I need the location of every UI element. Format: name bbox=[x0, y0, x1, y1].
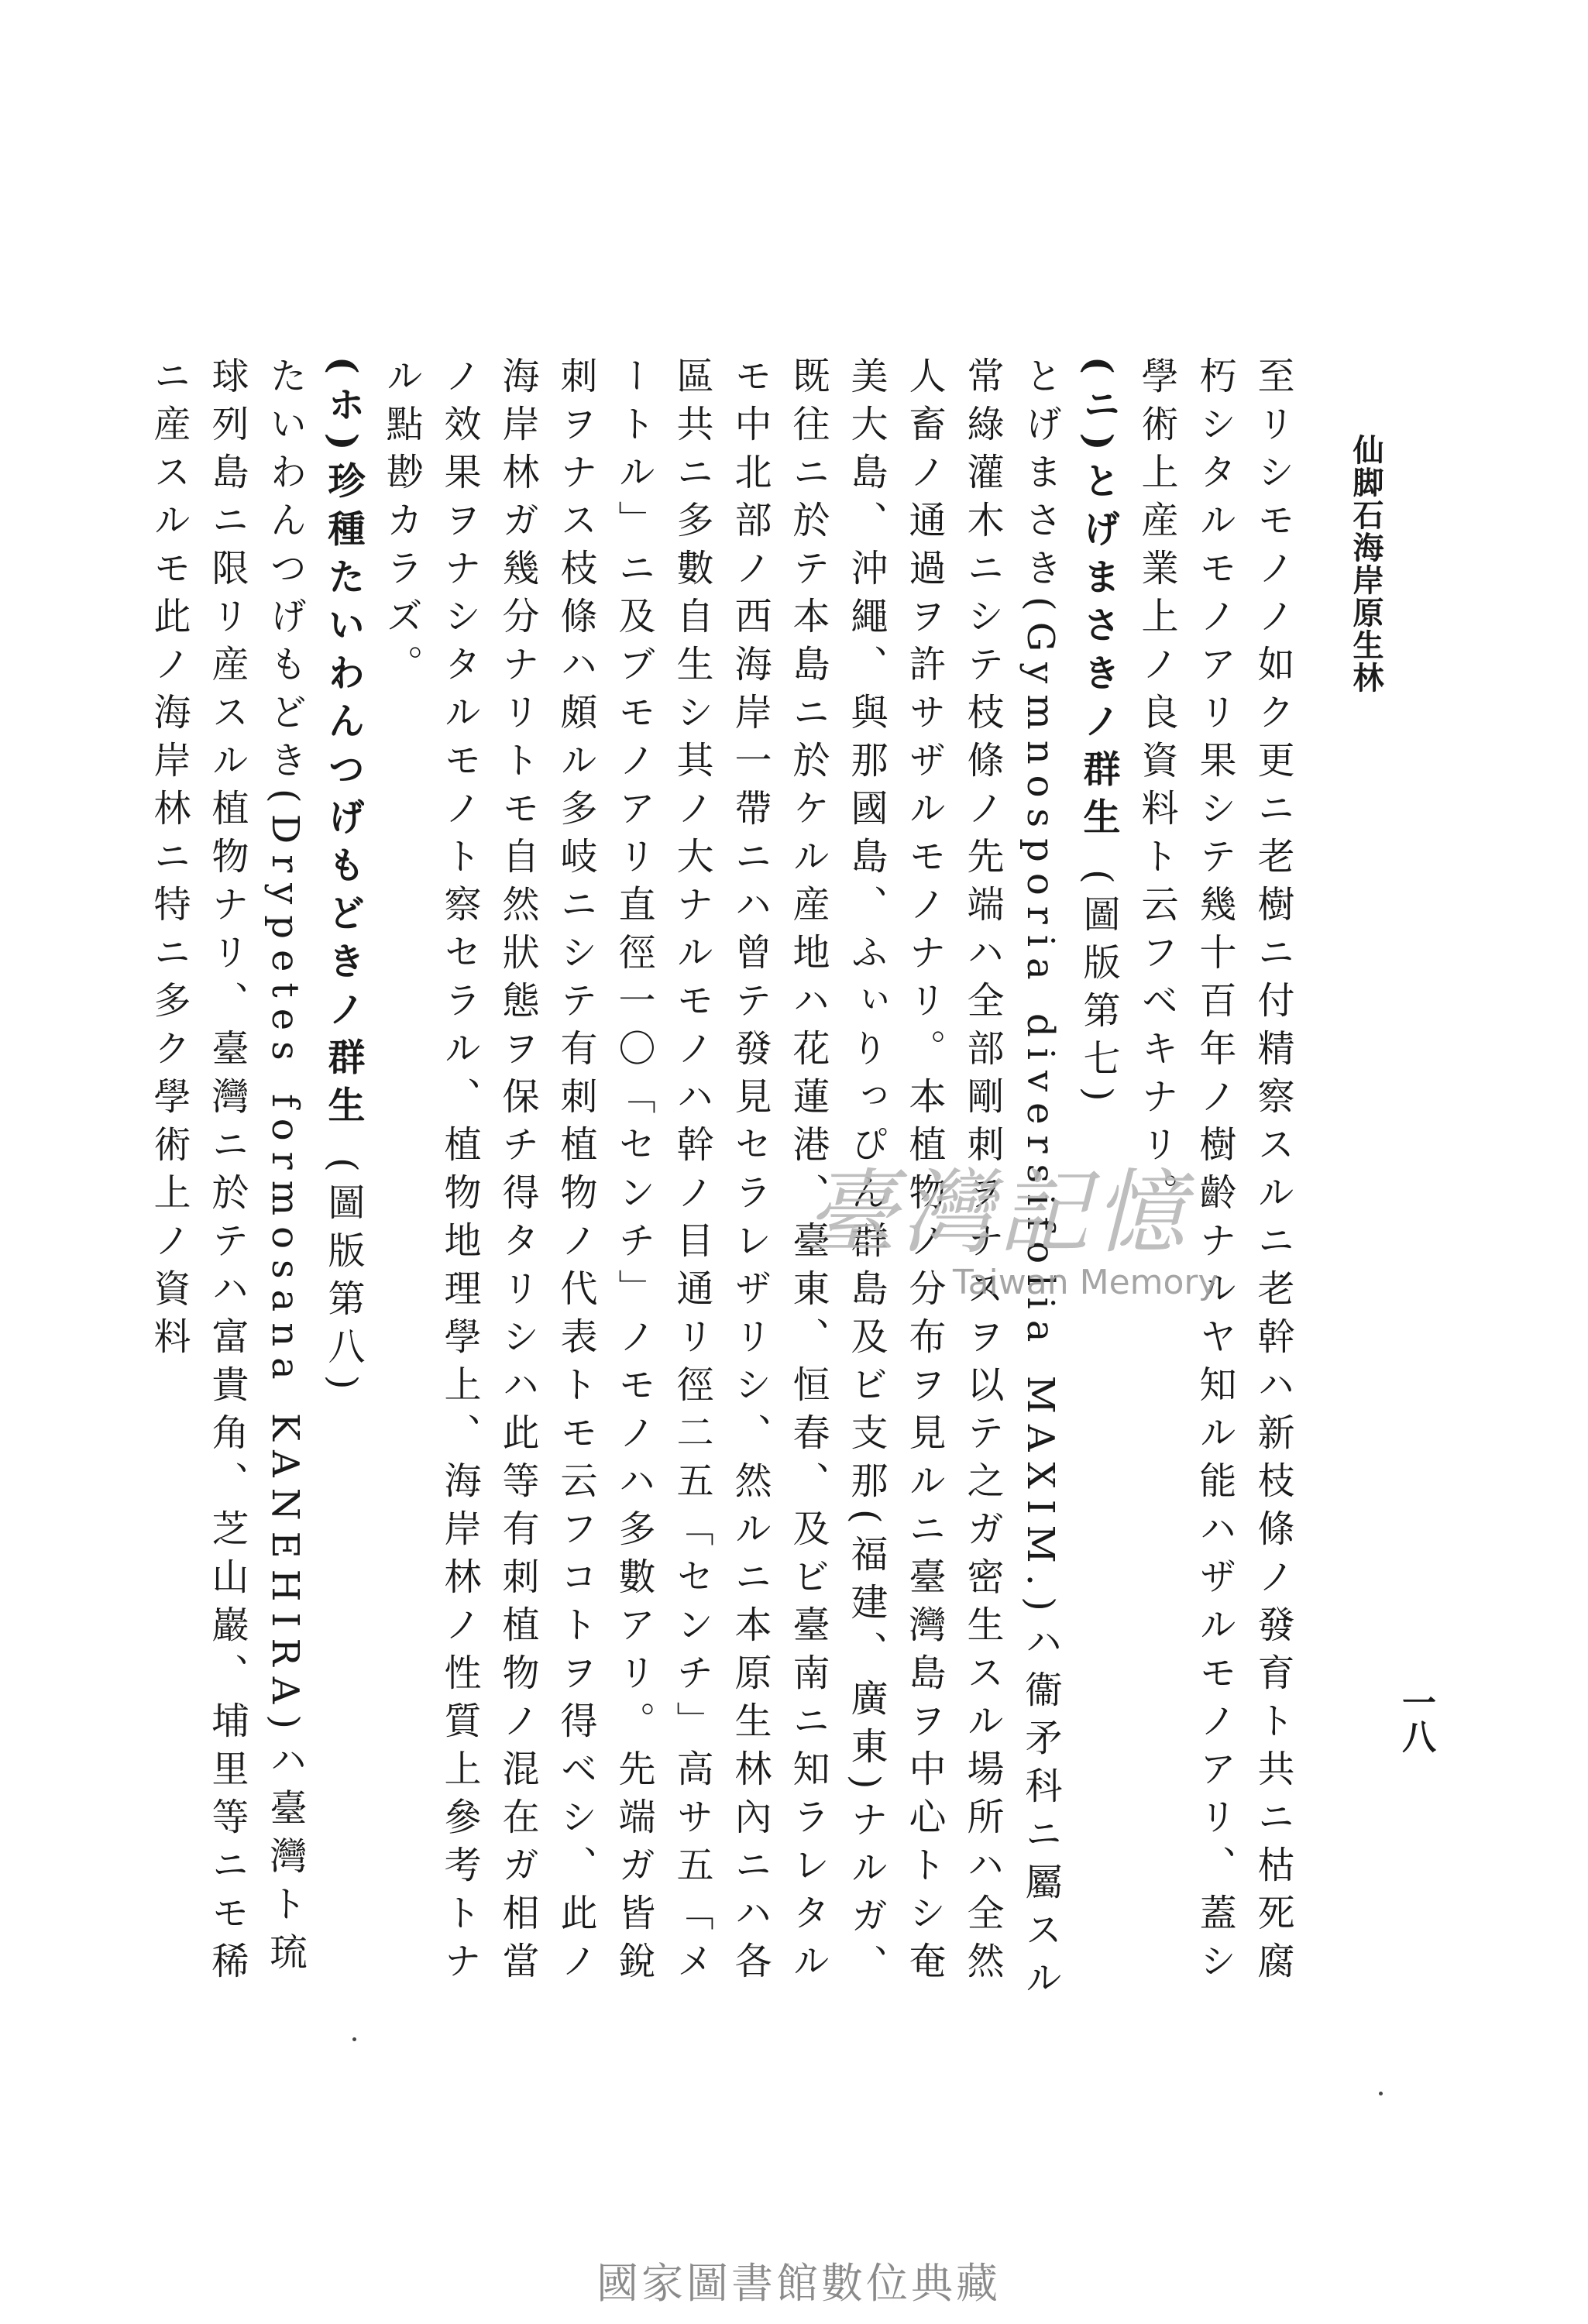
page-number: 一八 bbox=[1396, 1685, 1435, 1753]
section-paragraph-taiwantsugemodoki: たいわんつげもどき(Drypetes formosana KANEHIRA)ハ臺灣ト琉球列島ニ限リ産スル植物ナリ、臺灣ニ於テハ富貴角、芝山巖、埔里等ニモ稀ニ産スルモ此ノ海岸林ニ特ニ多ク學術上ノ資料 bbox=[147, 356, 307, 1989]
watermark-english: Taiwan Memory bbox=[953, 1263, 1218, 1302]
plate-reference: (圖版第七) bbox=[1077, 869, 1120, 1112]
plate-reference: (圖版第八) bbox=[321, 1157, 365, 1401]
running-head: 仙脚石海岸原生林 bbox=[1348, 434, 1384, 694]
paragraph-continuation: 至リシモノノ如ク更ニ老樹ニ付精察スルニ老幹ハ新枝條ノ發育ト共ニ枯死腐朽シタルモノアリ果シテ幾十百年ノ樹齡ナルヤ知ル能ハザルモノアリ、蓋シ學術上産業上ノ良資料ト云フベキナリ。 bbox=[1135, 356, 1294, 1989]
watermark-chinese: 臺灣記憶 bbox=[806, 1159, 1191, 1266]
section-heading-title: (ホ)珍種たいわんつげもどきノ群生 bbox=[321, 356, 365, 1134]
scan-speck bbox=[352, 2037, 356, 2041]
scan-speck bbox=[1379, 2092, 1383, 2095]
section-heading-title: (ニ)とげまさきノ群生 bbox=[1077, 356, 1120, 846]
library-digital-archive-stamp: 國家圖書館數位典藏 bbox=[596, 2259, 1001, 2308]
taiwan-memory-watermark bbox=[806, 1159, 1294, 1317]
section-paragraph-togemasaki: とげまさき(Gymnosporia diversifolia MAXIM.)ハ衞矛科ニ屬スル常綠灌木ニシテ枝條ノ先端ハ全部剛刺ヲナスヲ以テ之ガ密生スル場所ハ全然人畜ノ通過ヲ許サザルモノナリ。本植物ノ分布ヲ見ルニ臺灣島ヲ中心トシ奄美大島、沖繩、與那國島、ふぃりっぴん群島及ビ支那(福建、廣東)ナルガ、既往ニ於テ本島ニ於ケル産地ハ花蓮港、臺東、恒春、及ビ臺南ニ知ラレタルモ中北部ノ西海岸一帶ニハ曾テ發見セラレザリシ、然ルニ本原生林內ニハ各區共ニ多數自生シ其ノ大ナルモノハ幹ノ目通リ徑二五「センチ」高サ五「メートル」ニ及ブモノアリ直徑一〇「センチ」ノモノハ多數アリ。先端ガ皆銳刺ヲナス枝條ハ頗ル多岐ニシテ有刺植物ノ代表トモ云フコトヲ得ベシ、此ノ海岸林ガ幾分ナリトモ自然狀態ヲ保チ得タリシハ此等有刺植物ノ混在ガ相當ノ效果ヲナシタルモノト察セラル、植物地理學上、海岸林ノ性質上參考トナル點尠カラズ。 bbox=[380, 356, 1062, 2006]
section-heading-taiwantsugemodoki bbox=[314, 356, 372, 2022]
